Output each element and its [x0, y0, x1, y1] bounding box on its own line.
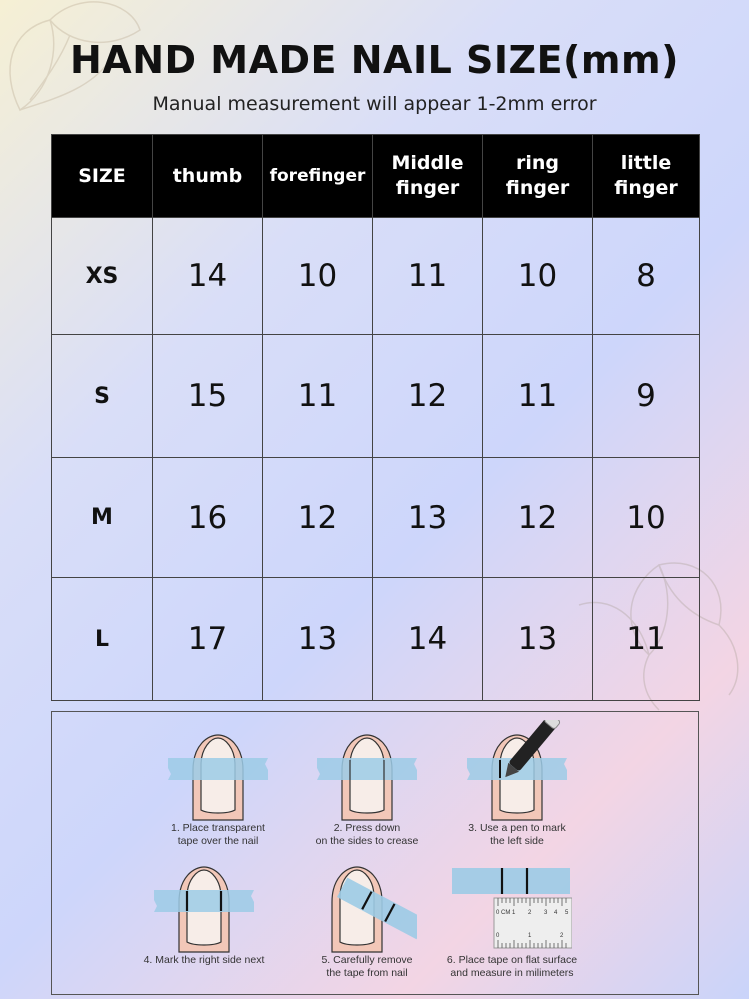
table-cell: 12: [483, 458, 593, 578]
nail-tape-illustration: [168, 730, 268, 822]
table-cell: 14: [153, 218, 263, 335]
column-header-size: SIZE: [52, 135, 153, 218]
guide-step-caption: 4. Mark the right side next: [143, 954, 265, 966]
size-label: S: [52, 335, 153, 458]
size-label: XS: [52, 218, 153, 335]
guide-step-3: [437, 720, 597, 848]
column-header-ring-finger: ring finger: [483, 135, 593, 218]
table-cell: 11: [483, 335, 593, 458]
guide-step-caption: 5. Carefully remove the tape from nail: [321, 954, 413, 979]
column-header-middle-finger: Middle finger: [373, 135, 483, 218]
size-label: M: [52, 458, 153, 578]
table-cell: 13: [373, 458, 483, 578]
table-cell: 16: [153, 458, 263, 578]
table-header-row: [52, 135, 700, 218]
guide-step-caption: 6. Place tape on flat surface and measure in milimeters: [446, 954, 578, 979]
table-cell: 14: [373, 578, 483, 701]
table-cell: 11: [373, 218, 483, 335]
guide-step-5: [287, 862, 447, 980]
ruler-label: 2: [528, 910, 532, 916]
ruler-label: 5: [565, 910, 569, 916]
table-cell: 9: [593, 335, 700, 458]
ruler-label: 2: [560, 933, 564, 939]
table-cell: 11: [263, 335, 373, 458]
ruler-label: 1: [512, 910, 516, 916]
guide-step-caption: 1. Place transparent tape over the nail: [171, 822, 265, 847]
table-row: [52, 578, 700, 701]
nail-press-illustration: [317, 730, 417, 822]
table-row: [52, 218, 700, 335]
column-header-little-finger: little finger: [593, 135, 700, 218]
table-row: [52, 458, 700, 578]
guide-step-2: [287, 730, 447, 848]
guide-step-6: [432, 862, 592, 980]
measurement-guide: [51, 711, 699, 995]
ruler-label: 3: [544, 910, 548, 916]
guide-step-caption: 3. Use a pen to mark the left side: [468, 822, 566, 847]
nail-pen-mark-illustration: [462, 720, 572, 822]
table-cell: 10: [593, 458, 700, 578]
nail-size-table: [51, 134, 700, 701]
table-cell: 12: [263, 458, 373, 578]
tape-removal-illustration: [317, 862, 417, 954]
table-row: [52, 335, 700, 458]
table-cell: 12: [373, 335, 483, 458]
size-label: L: [52, 578, 153, 701]
ruler-label: 0 CM: [496, 910, 511, 916]
table-cell: 10: [483, 218, 593, 335]
nail-mark-right-illustration: [154, 862, 254, 954]
ruler-label: 0: [496, 933, 500, 939]
column-header-thumb: thumb: [153, 135, 263, 218]
guide-step-1: [138, 730, 298, 848]
ruler-measure-illustration: [452, 862, 572, 954]
guide-step-caption: 2. Press down on the sides to crease: [315, 822, 419, 847]
table-cell: 10: [263, 218, 373, 335]
table-cell: 15: [153, 335, 263, 458]
ruler-label: 4: [554, 910, 558, 916]
table-cell: 13: [263, 578, 373, 701]
table-cell: 11: [593, 578, 700, 701]
ruler-label: 1: [528, 933, 532, 939]
table-cell: 8: [593, 218, 700, 335]
guide-step-4: [124, 862, 284, 967]
table-cell: 13: [483, 578, 593, 701]
page-subtitle: Manual measurement will appear 1-2mm error: [152, 93, 597, 115]
table-cell: 17: [153, 578, 263, 701]
column-header-forefinger: forefinger: [263, 135, 373, 218]
page-title: HAND MADE NAIL SIZE(mm): [70, 38, 679, 82]
